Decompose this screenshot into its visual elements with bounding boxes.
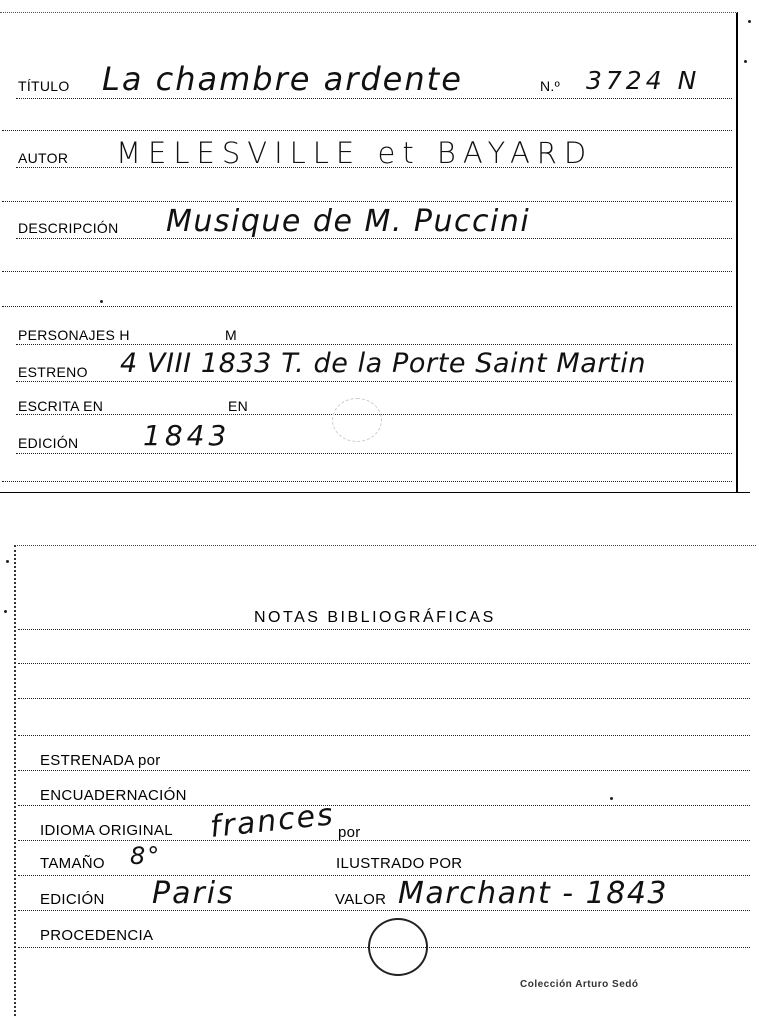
ink-speck — [100, 300, 103, 303]
label-encuadernacion: ENCUADERNACIÓN — [40, 787, 187, 804]
collection-footer: Colección Arturo Sedó — [520, 979, 639, 990]
value-idioma: frances — [208, 797, 337, 845]
rule-line — [18, 663, 750, 664]
label-ilustrado: ILUSTRADO POR — [336, 855, 463, 872]
label-idioma: IDIOMA ORIGINAL — [40, 822, 173, 839]
rule-line — [18, 770, 750, 771]
label-estrenada: ESTRENADA por — [40, 752, 161, 769]
label-personajes-m: M — [225, 327, 237, 343]
value-valor: Marchant - 1843 — [398, 876, 669, 911]
ink-speck — [4, 610, 7, 613]
rule-line — [2, 481, 732, 482]
value-edicion-front: 1843 — [143, 419, 231, 452]
value-estreno: 4 VIII 1833 T. de la Porte Saint Martin — [120, 348, 647, 379]
rule-line — [18, 629, 750, 630]
value-edicion-back: Paris — [152, 876, 235, 911]
stamp-mark — [368, 918, 428, 976]
label-edicion-back: EDICIÓN — [40, 891, 105, 908]
label-escrita-en: ESCRITA EN — [18, 398, 104, 414]
value-autor: MELESVILLE et BAYARD — [116, 136, 594, 170]
rule-line — [2, 201, 732, 202]
label-personajes-h: PERSONAJES H — [18, 327, 130, 343]
rule-line — [16, 98, 732, 99]
rule-line — [18, 840, 750, 841]
label-por: por — [338, 824, 361, 841]
label-en: EN — [228, 398, 249, 414]
rule-line — [16, 344, 732, 345]
rule-line — [16, 453, 732, 454]
rule-line — [2, 306, 732, 307]
value-titulo: La chambre ardente — [102, 60, 463, 98]
ink-speck — [6, 560, 9, 563]
rule-line — [18, 735, 750, 736]
label-procedencia: PROCEDENCIA — [40, 927, 154, 944]
label-numero: N.º — [540, 78, 561, 94]
ink-speck — [610, 797, 613, 800]
rule-line — [2, 271, 732, 272]
stamp-mark — [332, 398, 382, 442]
label-estreno: ESTRENO — [18, 364, 88, 380]
heading-notas: NOTAS BIBLIOGRÁFICAS — [254, 609, 496, 626]
ink-speck — [744, 60, 747, 63]
label-titulo: TÍTULO — [18, 78, 70, 94]
card-separator — [0, 492, 750, 493]
rule-line — [16, 381, 732, 382]
value-tamano: 8° — [130, 842, 162, 870]
label-tamano: TAMAÑO — [40, 855, 105, 872]
value-descripcion: Musique de M. Puccini — [166, 204, 531, 239]
rule-line — [18, 805, 750, 806]
ink-speck — [748, 20, 751, 23]
value-numero: 3724 N — [586, 66, 701, 95]
label-descripcion: DESCRIPCIÓN — [18, 220, 119, 236]
rule-line — [2, 130, 732, 131]
label-autor: AUTOR — [18, 150, 69, 166]
label-valor: VALOR — [335, 891, 387, 908]
label-edicion-front: EDICIÓN — [18, 435, 79, 451]
rule-line — [18, 698, 750, 699]
